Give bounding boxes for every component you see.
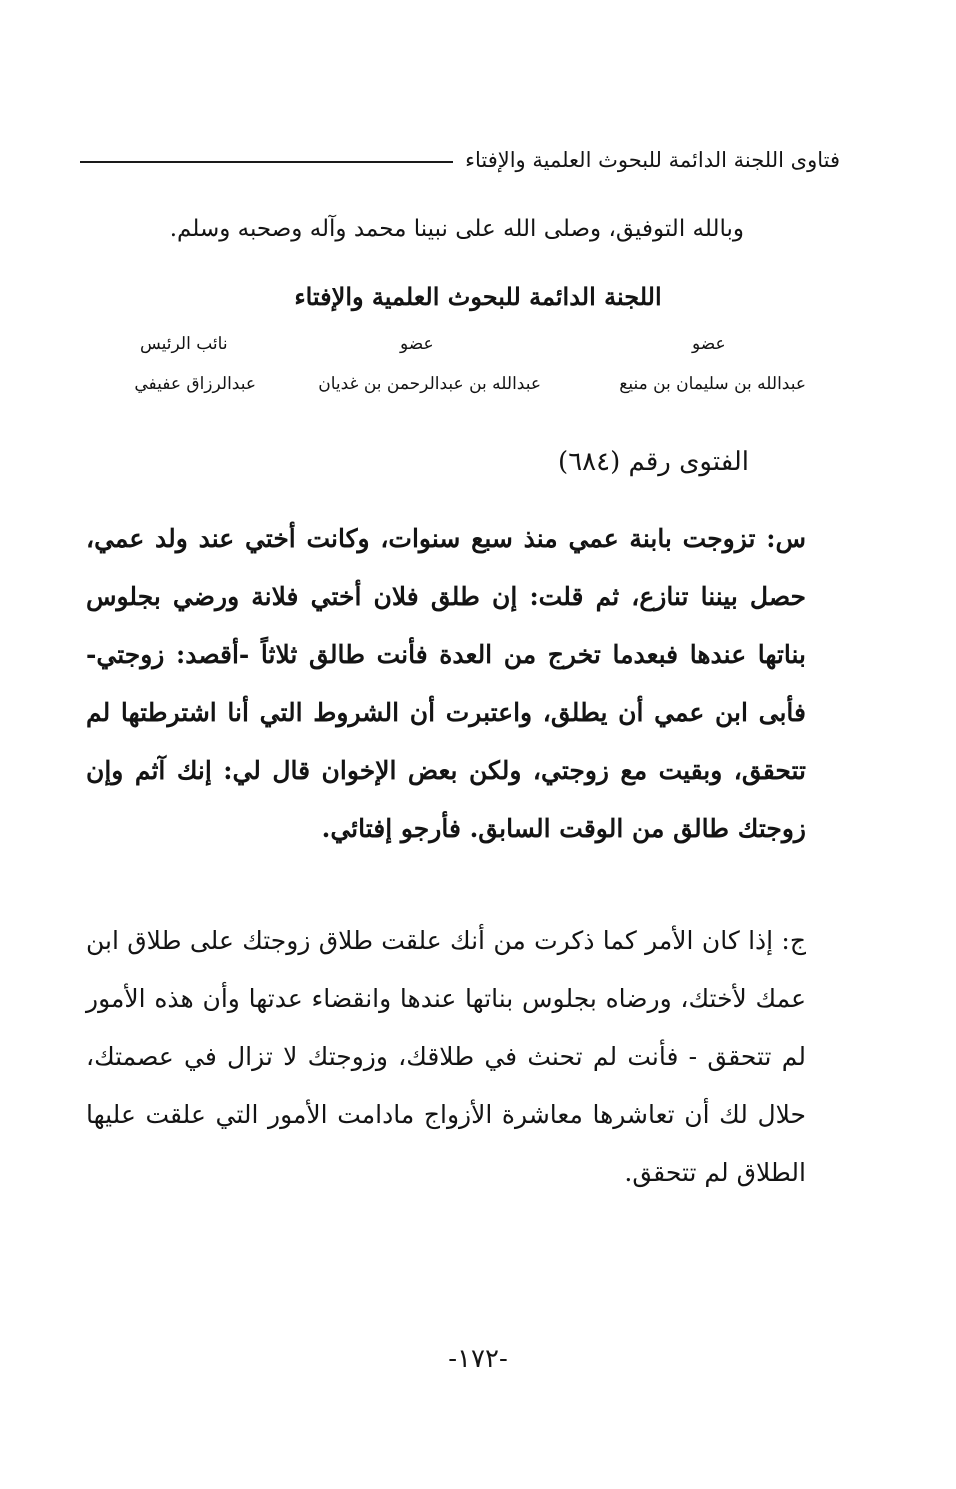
role-member-1: عضو [692,334,726,354]
running-header [80,140,840,180]
member-name-3: عبدالرزاق عفيفي [134,374,256,394]
question-paragraph: س: تزوجت بابنة عمي منذ سبع سنوات، وكانت أختي عند ولد عمي، حصل بيننا تنازع، ثم قلت: إن طلق فلان أختي فلانة ورضي بجلوس بناتها عندها فبعدما تخرج من العدة فأنت طالق ثلاثاً -أقصد: زوجتي- فأبى ابن عمي أن يطلق، واعتبرت أن الشروط التي أنا اشترطتها لم تتحقق، وبقيت مع زوجتي، ولكن بعض الإخوان قال لي: إنك آثم وإن زوجتك طالق من الوقت السابق. فأرجو إفتائي. [86,524,806,843]
answer-paragraph: ج: إذا كان الأمر كما ذكرت من أنك علقت طلاق زوجتك على طلاق ابن عمك لأختك، ورضاه بجلوس بناتها عندها وانقضاء عدتها وأن هذه الأمور لم تتحقق - فأنت لم تحنث في طلاقك، وزوجتك لا تزال في عصمتك، حلال لك أن تعاشرها معاشرة الأزواج مادامت الأمور التي علقت عليها الطلاق لم تتحقق. [86,926,806,1187]
page-number: -١٧٢- [448,1344,508,1374]
committee-name: اللجنة الدائمة للبحوث العلمية والإفتاء [294,282,662,311]
running-header-title: فتاوى اللجنة الدائمة للبحوث العلمية والإفتاء [465,148,840,172]
member-name-1: عبدالله بن سليمان بن منيع [619,374,806,394]
role-vice-president: نائب الرئيس [140,334,228,354]
header-rule [80,161,453,163]
closing-line: وبالله التوفيق، وصلى الله على نبينا محمد وآله وصحبه وسلم. [169,216,744,242]
fatwa-number: الفتوى رقم (٦٨٤) [558,447,749,477]
member-name-2: عبدالله بن عبدالرحمن بن غديان [318,374,541,394]
role-member-2: عضو [400,334,434,354]
